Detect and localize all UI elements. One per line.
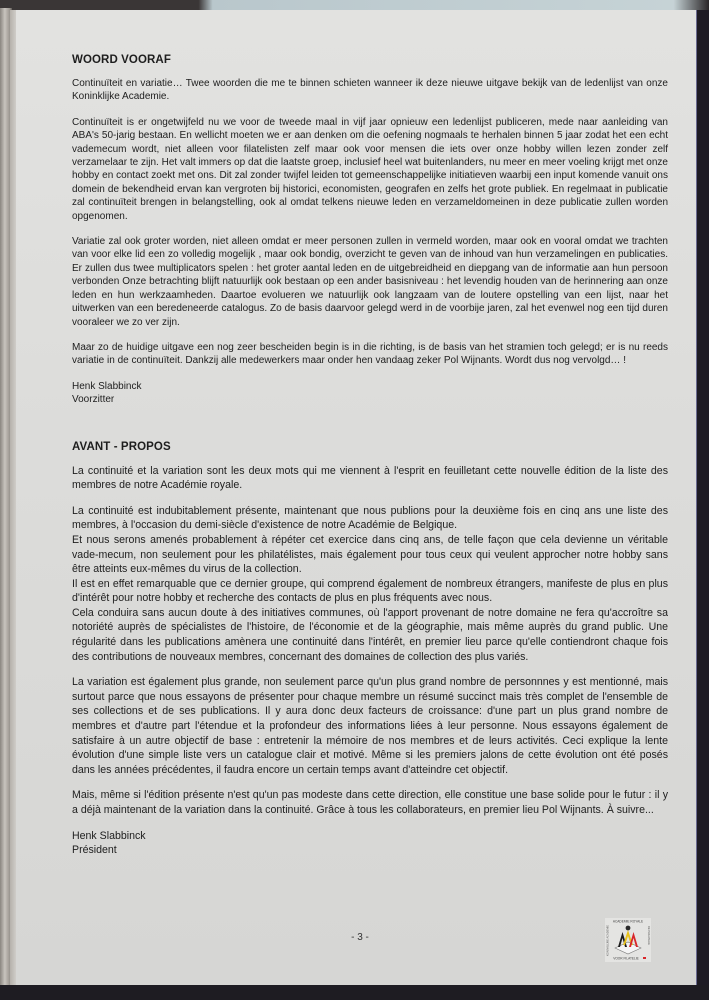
paragraph: Continuïteit is er ongetwijfeld nu we voor de tweede maal in vijf jaar opnieuw een ledenlijst publiceren, mede naar aanleiding van ABA's 50-jarig bestaan. En wellicht moeten we er aan denken om die oefening nogmaals te herhalen binnen 5 jaar zodat het een echt vademecum wordt, niet alleen voor filatelisten zelf maar ook voor mensen die iets over onze hobby willen lezen zonder zelf verzamelaar te zijn. Het valt immers op dat die laatste groep, inclusief heel wat buitenlanders, nu meer en meer voeling krijgt met onze hobby en contact zoekt met ons. Dit zal zonder twijfel leiden tot gemeenschappelijke initiatieven waarbij een input komende vanuit ons domein de bekendheid ervan kan vergroten bij historici, economisten, geografen en zelfs het grote publiek. En regelmaat in publicatie zal continuïteit brengen in belangstelling, ook al omdat telkens nieuwe leden en verzameldomeinen in deze publicatie zullen worden opgenomen.: [72, 116, 668, 222]
signature-block-fr: [72, 829, 668, 858]
section-heading-avant-propos: AVANT - PROPOS: [72, 440, 171, 453]
academy-logo: [605, 918, 651, 962]
paragraph-line: La continuité est indubitablement présente, maintenant que nous publions pour la deuxième fois en cinq ans une liste des membres, à l'occasion du demi-siècle d'existence de notre Académie de Belgique.: [72, 504, 668, 532]
logo-text-top: ACADEMIE ROYALE: [612, 919, 644, 924]
paragraph-line: Mais, même si l'édition présente n'est qu'un pas modeste dans cette direction, elle constitue une base solide pour le futur : il y a déjà maintenant de la variation dans la continuité. Grâce à tous les collaborateurs, en premier lieu Pol Wijnants. À suivre...: [72, 789, 668, 816]
paragraph: [72, 504, 668, 665]
paragraph: [72, 788, 668, 817]
crown-icon: [626, 926, 631, 931]
paragraph-line: La variation est également plus grande, non seulement parce qu'un plus grand nombre de personnnes y est mentionné, mais surtout parce que nous essayons de présenter pour chaque membre un résumé succinct mais très complet de l'ensemble de ses collections et de ses publications. Il y aura donc deux facteurs de croissance: d'une part un plus grand nombre de membres et d'autre part l'étendue et la profondeur des informations liées à leur personne. Nous essayons également de satisfaire à un autre objectif de base : entretenir la mémoire de nos membres et de leurs activités. Ceci explique la lente évolution d'une simple liste vers un catalogue clair et motivé. Même si les premiers jalons de cette évolution ont été posés dans les années précédentes, il faudra encore un certain temps avant d'atteindre cet objectif.: [72, 676, 668, 776]
logo-text-right: DE PHILATELIE: [647, 926, 650, 945]
paragraph: [72, 675, 668, 777]
photo-background-right: [697, 10, 709, 990]
signature-name: Henk Slabbinck: [72, 829, 146, 842]
photo-background-bottom: [0, 985, 709, 1000]
section-heading-woord-vooraf: WOORD VOORAF: [72, 54, 171, 66]
paragraph-line: Cela conduira sans aucun doute à des initiatives communes, où l'apport provenant de notre domaine ne fera qu'accroître sa notoriété auprès de spécialistes de l'histoire, de l'économie et de la géographie, mais même auprès du grand public. Une régularité dans les publications amènera une continuité dans l'intérêt, en premier lieu parce qu'elle contiendront chaque fois des contributions de nouveaux membres, concernant des domaines de collection des plus variés.: [72, 606, 668, 663]
section-spacer: [72, 407, 668, 441]
paragraph: [72, 464, 668, 493]
document-page: [16, 10, 696, 986]
signature-name: Henk Slabbinck: [72, 380, 142, 392]
logo-text-left: KONINKLIJKE ACADEMIE: [606, 925, 610, 956]
paragraph: Variatie zal ook groter worden, niet alleen omdat er meer personen zullen in vermeld worden, maar ook en vooral omdat we trachten van voor elke lid een zo volledig mogelijk , maar ook bondig, overzicht te geven van de inhoud van hun verzamelingen en publicaties. Er zullen dus twee multiplicators spelen : het groter aantal leden en de uitgebreidheid en diepgang van de informatie aan hun persoon verbonden Onze betrachting blijft natuurlijk ook bestaan op een ander basisniveau : het levendig houden van de herinnering aan onze leden en hun werkzaamheden. Daartoe evolueren we natuurlijk ook langzaam van de loutere opstelling van een lijst, naar het uitwerken van een beredeneerde catalogus. Zo de basis daarvoor gelegd werd in de voorbije jaren, zal het evenwel nog een tijd duren vooraleer we zo ver zijn.: [72, 236, 668, 328]
section-avant-propos: [72, 441, 668, 858]
paragraph-line: Il est en effet remarquable que ce dernier groupe, qui comprend également de nombreux étrangers, manifeste de plus en plus d'intérêt pour notre hobby et recherche des contacts de plus en plus fréquents avec nous.: [72, 577, 668, 605]
page-number: - 3 -: [351, 932, 369, 943]
logo-text-bottom: VOOR FILATELIE: [613, 956, 639, 961]
paragraph: Continuïteit en variatie… Twee woorden die me te binnen schieten wanneer ik deze nieuwe uitgave bekijk van de ledenlijst van onze Koninklijke Academie.: [72, 78, 668, 103]
paragraph: Maar zo de huidige uitgave een nog zeer bescheiden begin is in die richting, is de basis van het stramien toch gelegd; er is nu reeds variatie in de continuïteit. Dankzij alle medewerkers maar onder hen vandaag zeker Pol Wijnants. Wordt dus nog vervolgd… !: [72, 341, 668, 367]
page-content: [72, 54, 668, 858]
signature-block-nl: [72, 380, 668, 407]
signature-title: Voorzitter: [72, 394, 115, 406]
logo-flag-mark: [643, 957, 646, 959]
paragraph-line: Et nous serons amenés probablement à répéter cet exercice dans cinq ans, de telle façon que cela devienne un véritable vade-mecum, non seulement pour les philatélistes, mais également pour tous ceux qui veulent approcher notre hobby sans être atteints eux-mêmes du virus de la collection.: [72, 533, 668, 576]
paragraph-line: La continuité et la variation sont les deux mots qui me viennent à l'esprit en feuilletant cette nouvelle édition de la liste des membres de notre Académie royale.: [72, 464, 668, 492]
section-woord-vooraf: [72, 54, 668, 407]
academy-logo-graphic: [605, 918, 651, 962]
signature-title: Président: [72, 844, 117, 857]
